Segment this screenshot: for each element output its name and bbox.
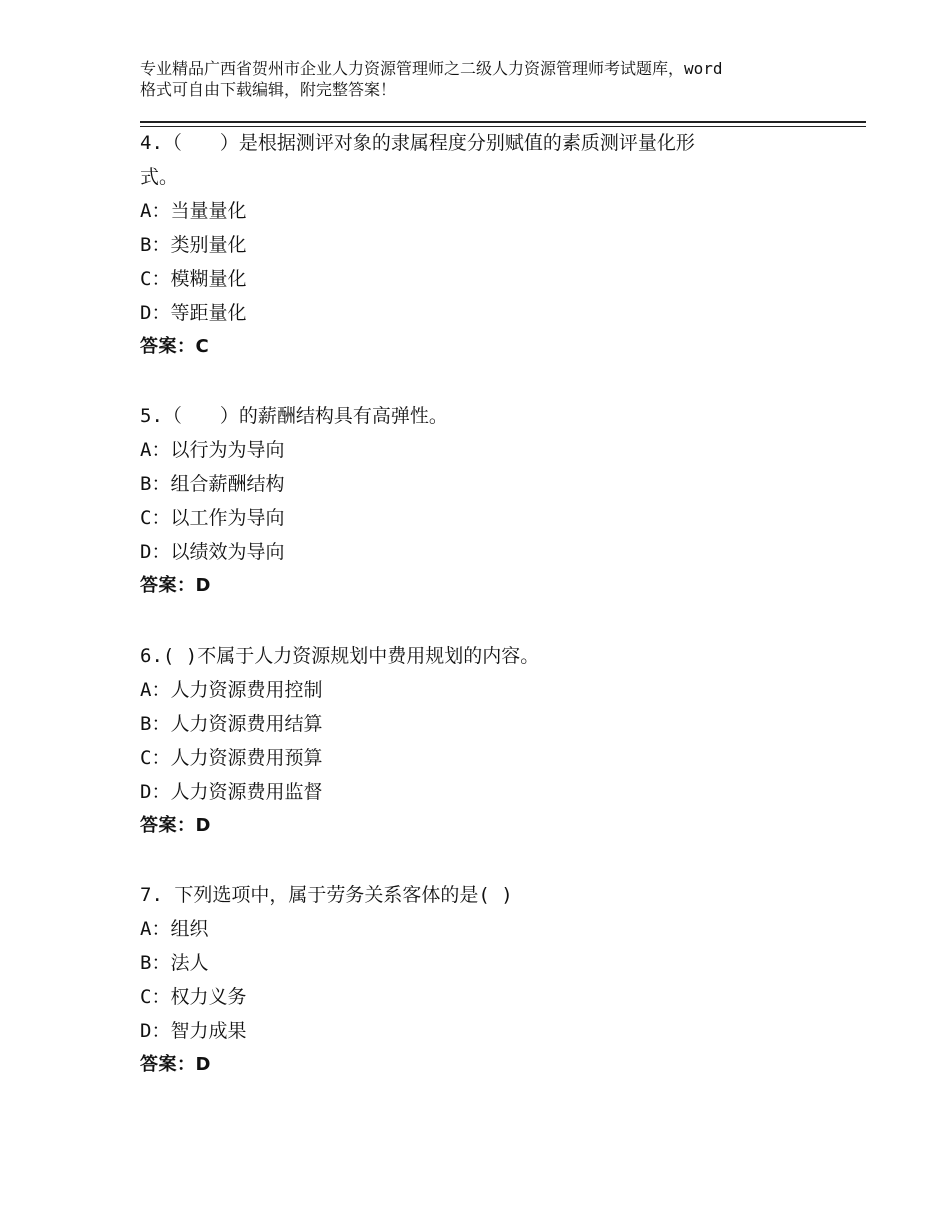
option-a: A：当量量化	[140, 200, 247, 222]
option-a: A：以行为为导向	[140, 439, 285, 461]
option-b: B：组合薪酬结构	[140, 473, 285, 495]
option-c: C：模糊量化	[140, 268, 247, 290]
option-d: D：等距量化	[140, 302, 247, 324]
question-block	[140, 639, 840, 843]
option-a: A：人力资源费用控制	[140, 679, 323, 701]
question-block	[140, 878, 840, 1082]
question-stem: 4.（ ）是根据测评对象的隶属程度分别赋值的素质测评量化形	[140, 132, 695, 154]
header-line-2: 格式可自由下载编辑，附完整答案！	[140, 80, 397, 99]
question-block	[140, 399, 840, 603]
option-b: B：类别量化	[140, 234, 247, 256]
answer-label: 答案：D	[140, 1054, 211, 1075]
option-d: D：智力成果	[140, 1020, 247, 1042]
option-a: A：组织	[140, 918, 209, 940]
question-stem-continued: 式。	[140, 166, 179, 188]
header-divider-thick	[140, 121, 866, 123]
question-stem: 6.( )不属于人力资源规划中费用规划的内容。	[140, 645, 540, 667]
option-d: D：人力资源费用监督	[140, 781, 323, 803]
question-stem: 5.（ ）的薪酬结构具有高弹性。	[140, 405, 448, 427]
document-header	[140, 58, 840, 100]
question-block	[140, 126, 840, 364]
option-c: C：人力资源费用预算	[140, 747, 323, 769]
header-line-1: 专业精品广西省贺州市企业人力资源管理师之二级人力资源管理师考试题库，word	[140, 59, 723, 78]
answer-label: 答案：C	[140, 336, 210, 357]
question-stem: 7. 下列选项中，属于劳务关系客体的是( )	[140, 884, 513, 906]
option-b: B：人力资源费用结算	[140, 713, 323, 735]
option-c: C：权力义务	[140, 986, 247, 1008]
option-b: B：法人	[140, 952, 209, 974]
option-d: D：以绩效为导向	[140, 541, 285, 563]
answer-label: 答案：D	[140, 575, 211, 596]
option-c: C：以工作为导向	[140, 507, 285, 529]
answer-label: 答案：D	[140, 815, 211, 836]
